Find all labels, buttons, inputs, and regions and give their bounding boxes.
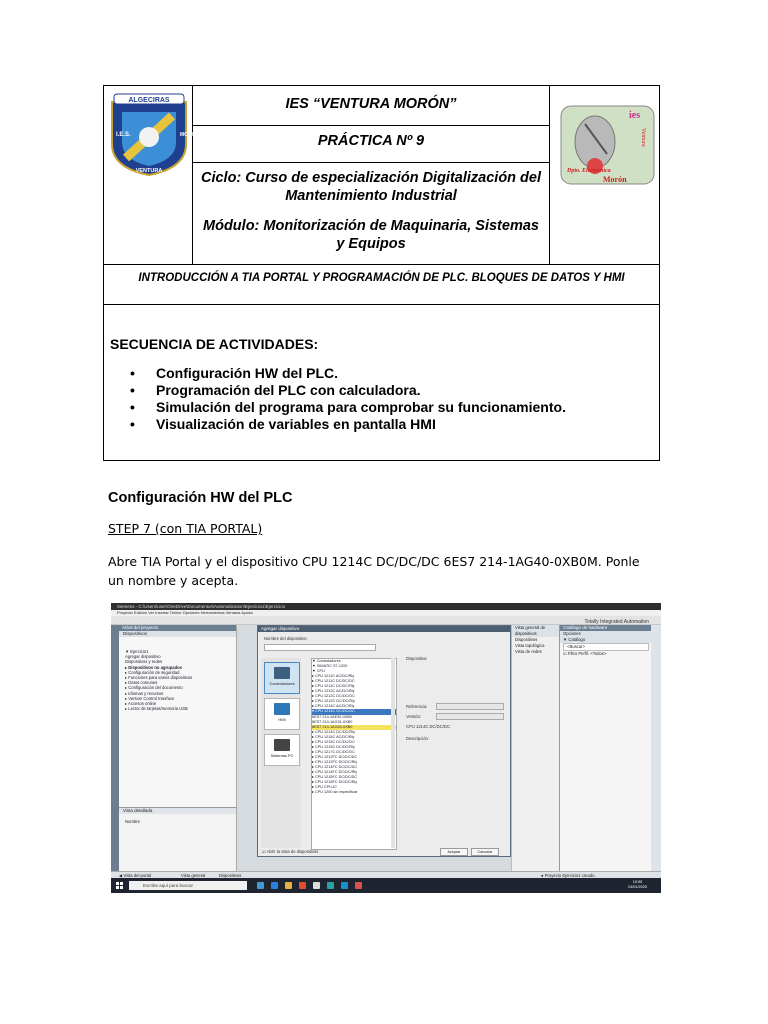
- category-label: Sistemas PC: [270, 753, 294, 758]
- list-item[interactable]: ▸ CPU 1212C DC/DC/DC: [312, 694, 355, 699]
- tree-item[interactable]: ▸ Version Control Interface: [125, 695, 175, 701]
- open-device-view-checkbox[interactable]: ☑ Abrir la vista de dispositivos: [262, 849, 319, 854]
- overview-tab[interactable]: Vista general: [181, 873, 206, 878]
- windows-taskbar[interactable]: [111, 878, 661, 893]
- toolbar[interactable]: [111, 616, 661, 625]
- tia-portal-icon[interactable]: [327, 882, 334, 889]
- info-desc-label: Descripción:: [406, 736, 430, 741]
- category-controllers[interactable]: [264, 662, 300, 694]
- intro-title: INTRODUCCIÓN A TIA PORTAL Y PROGRAMACIÓN DE PLC. BLOQUES DE DATOS Y HMI: [138, 272, 625, 284]
- header-table: [103, 85, 660, 461]
- info-version-label: Versión:: [406, 714, 422, 719]
- reference-field: [436, 703, 504, 710]
- store-icon[interactable]: [313, 882, 320, 889]
- info-device-value: CPU 1214C DC/DC/DC: [406, 724, 450, 729]
- checkbox-label: Abrir la vista de dispositivos: [266, 849, 319, 854]
- activities-list: [130, 365, 566, 433]
- category-label: Controladores: [269, 681, 295, 686]
- divider: [104, 304, 659, 305]
- cancel-button[interactable]: Cancelar: [471, 848, 499, 856]
- panel-header: Vista general de dispositivos: [512, 625, 560, 637]
- divider: [192, 162, 550, 163]
- list-item[interactable]: ▸ CPU 1200 sin especificar: [312, 790, 358, 795]
- device-name-input[interactable]: [264, 644, 376, 651]
- divider: [192, 125, 550, 126]
- portal-view-button[interactable]: ◀ Vista del portal: [119, 873, 152, 878]
- filter-row[interactable]: ☑ Filtro Perfil: <Todos>: [563, 651, 607, 656]
- add-device-dialog[interactable]: [257, 625, 511, 857]
- list-item[interactable]: ▸ CPU 1215C DC/DC/DC: [312, 739, 355, 744]
- side-strip: [111, 625, 119, 871]
- logo-text: Ventura: [640, 128, 646, 147]
- practice-title: PRÁCTICA Nº 9: [317, 133, 425, 149]
- catalog-row[interactable]: ▼ Catálogo: [560, 637, 652, 643]
- list-item[interactable]: ▸ CPU 1212C AC/DC/Rly: [312, 689, 355, 694]
- explorer-icon[interactable]: [285, 882, 292, 889]
- list-scrollbar[interactable]: [391, 658, 395, 848]
- list-item[interactable]: ▸ CPU 1212FC DC/DC/Rly: [312, 759, 358, 764]
- catalog-search-input[interactable]: <Buscar>: [563, 643, 649, 651]
- tree-item[interactable]: ▸ Dispositivos no agrupados: [125, 664, 183, 670]
- category-hmi[interactable]: [264, 698, 300, 730]
- taskbar-search-input[interactable]: Escribe aquí para buscar: [129, 881, 247, 890]
- tree-item[interactable]: ▸ Lector de tarjetas/memoria USB: [125, 706, 188, 712]
- list-item[interactable]: ▸ CPU 1212C DC/DC/Rly: [312, 699, 355, 704]
- taskbar-clock: [628, 880, 647, 890]
- step-link[interactable]: STEP 7 (con TIA PORTAL): [108, 521, 263, 536]
- section-heading: Configuración HW del PLC: [108, 490, 293, 506]
- list-item[interactable]: ▼ SIMATIC S7-1200: [312, 664, 348, 669]
- info-ref-label: Referencia:: [406, 704, 428, 709]
- list-item[interactable]: ▸ CPU 1211C DC/DC/Rly: [312, 684, 355, 689]
- list-item[interactable]: 6ES7 214-1AE30-0XB0: [312, 714, 352, 719]
- list-item-selected[interactable]: ▾ CPU 1214C DC/DC/DC: [312, 709, 396, 714]
- panel-header: Vista detallada: [119, 808, 236, 814]
- tree-item[interactable]: ▼ Ejercicio1: [125, 649, 149, 654]
- logo-text: MORON: [180, 132, 200, 138]
- list-item[interactable]: ▸ CPU 1215FC DC/DC/DC: [312, 775, 358, 780]
- list-item[interactable]: 6ES7 214-1AG31-0XB0: [312, 719, 353, 724]
- list-item[interactable]: ▸ CPU 1214FC DC/DC/DC: [312, 764, 358, 769]
- list-item[interactable]: ▸ CPU 1214FC DC/DC/Rly: [312, 770, 358, 775]
- brand-line: Totally Integrated Automation: [584, 619, 649, 625]
- tree-item[interactable]: ▸ Datos comunes: [125, 680, 158, 686]
- menu-items[interactable]: Proyecto Edición Ver Insertar Online Opciones Herramientas Ventana Ayuda: [117, 610, 253, 615]
- accept-button[interactable]: Aceptar: [440, 848, 468, 856]
- tree-item[interactable]: ▸ Funciones para varios dispositivos: [125, 675, 193, 681]
- logo-text: VENTURA: [135, 168, 163, 174]
- panel-header: Catálogo de hardware: [560, 625, 652, 631]
- status-message: ● Proyecto Ejercicio1 creado.: [541, 873, 596, 878]
- divider: [549, 86, 550, 265]
- tree-item[interactable]: ▸ Configuración del documento: [125, 685, 183, 691]
- taskview-icon[interactable]: [257, 882, 264, 889]
- list-item[interactable]: ▸ CPU 1215FC DC/DC/Rly: [312, 780, 358, 785]
- list-item: • Configuración HW del PLC.: [130, 365, 566, 382]
- device-overview-panel: [511, 625, 560, 871]
- view-tab[interactable]: Dispositivos: [515, 637, 538, 642]
- detail-column: Nombre: [125, 819, 140, 824]
- school-shield-logo: [108, 92, 200, 176]
- list-item[interactable]: ▸ CPU 1217C DC/DC/DC: [312, 749, 355, 754]
- list-item[interactable]: ▸ CPU 1211C AC/DC/Rly: [312, 674, 355, 679]
- tree-item[interactable]: ▸ Idiomas y recursos: [125, 690, 164, 696]
- logo-text: ALGECIRAS: [128, 97, 170, 104]
- tree-item[interactable]: ▸ Configuración de seguridad: [125, 669, 180, 675]
- list-item: • Programación del PLC con calculadora.: [130, 382, 566, 399]
- cycle-text: Ciclo: Curso de especialización Digitalización del Mantenimiento Industrial: [200, 170, 542, 204]
- edge-icon[interactable]: [271, 882, 278, 889]
- hmi-icon: [274, 703, 290, 715]
- panel-header: Árbol del proyecto: [119, 625, 236, 631]
- divider: [104, 264, 659, 265]
- list-item[interactable]: ▸ CPU 1215C DC/DC/Rly: [312, 744, 355, 749]
- tab-devices[interactable]: Dispositivos: [119, 631, 236, 637]
- logo-text: Morón: [603, 175, 627, 184]
- list-item[interactable]: ▸ CPU 1212FC DC/DC/DC: [312, 754, 358, 759]
- tree-item[interactable]: ▸ Accesos online: [125, 701, 157, 707]
- dialog-title: Agregar dispositivo: [258, 626, 510, 632]
- logo-text: I.E.S.: [116, 132, 131, 138]
- logo-text: ies: [629, 110, 641, 121]
- tree-item[interactable]: Dispositivos y redes: [125, 659, 163, 665]
- list-item[interactable]: ▸ CPU 1214C AC/DC/Rly: [312, 704, 355, 709]
- right-side-tabs[interactable]: [651, 625, 661, 871]
- list-item[interactable]: ▸ CPU 1211C DC/DC/DC: [312, 679, 355, 684]
- category-bar[interactable]: [261, 658, 301, 848]
- list-item[interactable]: ▼ Controladores: [312, 659, 341, 663]
- list-item-highlighted[interactable]: 6ES7 214-1AG40-0XB0: [312, 725, 396, 730]
- department-logo: [559, 104, 656, 186]
- list-item[interactable]: ▼ CPU: [312, 669, 325, 674]
- list-item: • Visualización de variables en pantalla HMI: [130, 416, 566, 433]
- controller-icon: [274, 667, 290, 679]
- category-label: HMI: [278, 717, 286, 722]
- view-tab[interactable]: Vista de redes: [515, 649, 542, 654]
- device-tree-list[interactable]: [311, 658, 397, 850]
- module-text: Módulo: Monitorización de Maquinaria, Sistemas y Equipos: [203, 218, 539, 252]
- device-name-label: Nombre del dispositivo:: [264, 636, 308, 641]
- logo-text: Dpto. Electrónica: [567, 168, 611, 174]
- list-item[interactable]: ▸ CPU 1214C DC/DC/Rly: [312, 729, 355, 734]
- pc-icon: [274, 739, 290, 751]
- category-pc-systems[interactable]: [264, 734, 300, 766]
- instruction-paragraph: Abre TIA Portal y el dispositivo CPU 1214C DC/DC/DC 6ES7 214-1AG40-0XB0M. Ponle un nombre y acepta.: [108, 554, 640, 588]
- list-item: • Simulación del programa para comprobar su funcionamiento.: [130, 399, 566, 416]
- list-item[interactable]: ▸ CPU CPLUC: [312, 785, 337, 790]
- windows-start-icon[interactable]: [116, 882, 123, 889]
- office-icon[interactable]: [299, 882, 306, 889]
- hardware-catalog-panel[interactable]: [559, 625, 652, 871]
- detail-view-panel: [119, 807, 236, 872]
- app-icon[interactable]: [341, 882, 348, 889]
- tree-item[interactable]: Agregar dispositivo: [125, 654, 161, 660]
- tia-portal-screenshot: [111, 603, 661, 893]
- options-row[interactable]: Opciones: [560, 631, 652, 637]
- info-device-label: Dispositivo:: [406, 656, 428, 661]
- window-titlebar: [111, 603, 661, 610]
- version-select[interactable]: [436, 713, 504, 720]
- list-item[interactable]: ▸ CPU 1215C AC/DC/Rly: [312, 734, 355, 739]
- clock-date: 24/01/2020: [627, 885, 647, 889]
- window-title: Siemens - C:\Users\user\OneDrive\Documentos\Automatization\Ejercicio1\Ejercicio1: [117, 604, 286, 609]
- sequence-title: SECUENCIA DE ACTIVIDADES:: [110, 336, 319, 352]
- devices-tab[interactable]: Dispositivos: [219, 873, 242, 878]
- view-tab[interactable]: Vista topológica: [515, 643, 545, 648]
- app-icon[interactable]: [355, 882, 362, 889]
- school-title: IES “VENTURA MORÓN”: [285, 96, 457, 112]
- clock-time: 19:35: [632, 880, 643, 884]
